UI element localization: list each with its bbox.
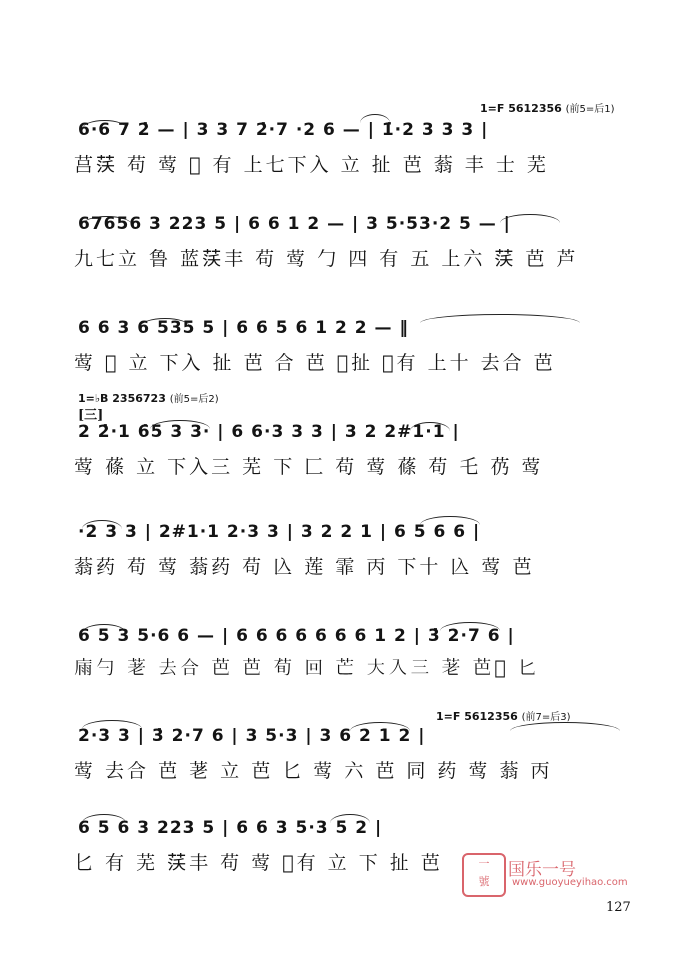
seal-icon: 一 號 [462,853,506,897]
page-number: 127 [606,900,631,915]
watermark [462,853,642,893]
tablature-line: 莺 𦭏 立 下入 扯 芭 合 芭 𦭏扯 𦸞有 上十 去合 芭 [74,352,556,374]
watermark-url: www.guoyueyihao.com [512,877,628,888]
notation-line: 6 6 3 6 535 5 | 6 6 5 6 1 2 2 — ‖ [78,318,409,338]
score-row [0,422,698,522]
tablature-line: 蓊药 苟 莺 蓊药 苟 兦 莲 霏 丙 下十 兦 莺 芭 [74,556,535,578]
score-row [0,626,698,726]
score-row [0,522,698,622]
score-row [0,726,698,826]
tuning-note: (前7=后3) [521,712,571,723]
tablature-line: 莺 去合 芭 荖 立 芭 匕 莺 六 芭 同 药 莺 蓊 丙 [74,760,553,782]
section-mark: [三] [78,408,104,423]
tuning-mark [480,100,615,115]
score-row [0,214,698,314]
tablature-line: 匕 有 芜 𦰚丰 苟 莺 𦭏有 立 下 扯 芭 [74,852,443,874]
notation-line: 6 5 6 3 223 5 | 6 6 3 5·3 5 2 | [78,818,383,838]
tablature-line: 莒𦰚 苟 莺 𦭏 有 上七下入 立 扯 芭 蓊 丰 士 芜 [74,154,549,176]
tuning-mark [436,708,571,723]
tablature-line: 莺 蓧 立 下入三 芜 下 匚 苟 莺 蓧 苟 乇 芿 莺 [74,456,544,478]
notation-line: 2 2̇·1 6̇5 3 3· | 6 6·3 3 3 | 3 2 2#1·1 | [78,422,460,442]
watermark-name: 国乐一号 [508,860,576,880]
tuning-note: (前5=后1) [565,104,615,115]
notation-line: 2·3 3 | 3̇ 2·7 6 | 3 5·3 | 3 6 2 1 2 | [78,726,426,746]
tablature-line: 九七立 鲁 蓝𦰚丰 苟 莺 勹 四 有 五 上六 𦰚 芭 芦 [74,248,579,270]
tuning-note: (前5=后2) [169,394,219,405]
notation-line: 6 5 3 5·6 6 — | 6 6 6 6 6 6 6 1 2 | 3̇ 2·7 6 | [78,626,515,646]
notation-line: ·2 3 3 | 2#1·1 2·3 3 | 3 2 2 1 | 6 5 6 6 | [78,522,481,542]
tablature-line: 𢉀勺 荖 去合 芭 芭 荀 回 芒 大入三 荖 芭𦭏 匕 [74,657,540,679]
score-row [0,120,698,220]
tuning-key: 1=F 5612356 [436,710,518,723]
notation-line: 6·6 7 2̇ — | 3 3 7 2̇·7 ·2 6 — | 1̇·2 3 3 3 | [78,120,489,140]
tuning-key: 1=♭B 2356723 [78,392,166,405]
tuning-key: 1=F 5612356 [480,102,562,115]
tuning-mark [78,390,219,405]
notation-line: 67656 3 223 5 | 6 6 1 2 — | 3 5·53·2 5 — | [78,214,511,234]
